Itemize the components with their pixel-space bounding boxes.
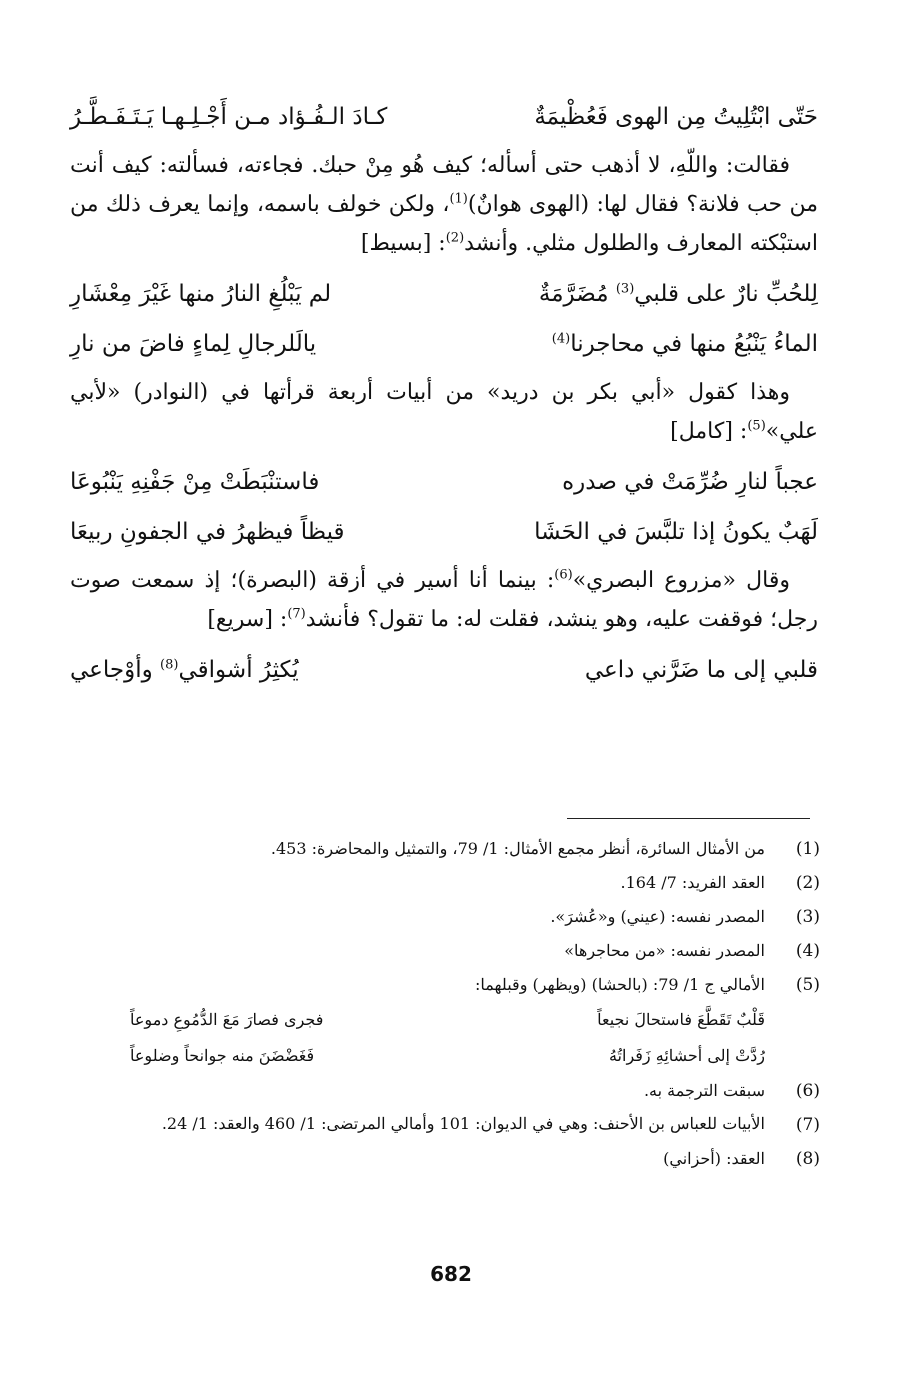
text-run: لِلحُبِّ نارٌ على قلبي (634, 281, 818, 307)
footnote-verse (130, 1002, 820, 1038)
footnote-number: (1) (795, 839, 820, 859)
verse-hemistich: عجباً لنارِ ضُرِّمَتْ في صدره (562, 469, 818, 495)
main-text (70, 92, 818, 695)
footnote (130, 832, 820, 866)
text-run: صوت رجل؛ فوقفت عليه، وهو ينشد، فقلت له: ما تقول؟ فأنشد (70, 568, 818, 632)
footnote-ref: (2) (445, 230, 465, 246)
footnote-number: (7) (795, 1115, 820, 1135)
footnote-text: الأمالي ج 1/ 79: (بالحشا) (ويظهر) وقبلهما: (475, 975, 765, 994)
footnote-text: المصدر نفسه: (عيني) و«عُشرَ». (550, 907, 765, 926)
text-run: وأوْجاعي (70, 657, 161, 683)
footnote (130, 1108, 820, 1142)
footnote (130, 1074, 820, 1108)
verse-line (70, 319, 818, 369)
footnote-text: العقد: (أحزاني) (663, 1149, 765, 1168)
footnote-ref: (8) (160, 657, 179, 673)
footnote-text: سبقت الترجمة به. (643, 1081, 765, 1100)
paragraph (70, 146, 818, 263)
footnote-ref: (3) (615, 281, 635, 297)
footnote-text: المصدر نفسه: «من محاجرها» (564, 941, 765, 960)
footnote-ref: (1) (449, 191, 468, 207)
footnote-number: (3) (795, 907, 820, 927)
paragraph (70, 561, 818, 639)
footnote (130, 934, 820, 968)
verse-hemistich: لَهَبٌ يكونُ إذا تلبَّسَ في الحَشَا (534, 519, 818, 545)
verse-hemistich: يالَلرجالِ لِماءٍ فاضَ من نارِ (70, 331, 317, 357)
footnote-number: (8) (795, 1149, 820, 1169)
verse-line (70, 457, 818, 507)
footnote (130, 900, 820, 934)
text-run: الماءُ يَنْبُعُ منها في محاجرنا (570, 331, 818, 357)
verse-hemistich: قلبي إلى ما ضَرَّني داعي (584, 657, 818, 683)
text-run: : [سريع] (207, 607, 288, 632)
verse-hemistich: كـادَ الـفُـؤاد مـن أَجْـلِـهـا يَـتَـفَـطَّـرُ (70, 104, 388, 130)
text-run: : [كامل] (670, 419, 748, 444)
footnote-number: (2) (795, 873, 820, 893)
paragraph (70, 373, 818, 451)
verse-hemistich: فاستنْبَطَتْ مِنْ جَفْنِهِ يَنْبُوعَا (70, 469, 320, 495)
footnote-separator (567, 818, 810, 819)
verse-hemistich: لم يَبْلُغِ النارُ منها غَيْرَ مِعْشَارِ (70, 281, 332, 307)
footnote (130, 866, 820, 900)
text-run: وقال «مزروع البصري» (572, 568, 790, 593)
verse-hemistich: فجرى فصارَ مَعَ الدُّمُوعِ دموعاً (130, 1010, 324, 1029)
text-run: ، ولكن خولف باسمه، وإنما (207, 192, 450, 217)
verse-line (70, 92, 818, 142)
verse-line (70, 645, 818, 695)
page-number: 682 (430, 1262, 472, 1286)
verse-hemistich: رُدَّتْ إلى أحشائِهِ زَفَراتُهُ (608, 1046, 765, 1065)
footnote-number: (6) (795, 1081, 820, 1101)
footnote-ref: (7) (287, 606, 306, 622)
footnote (130, 968, 820, 1002)
footnote-ref: (4) (551, 331, 571, 347)
footnote-number: (5) (795, 975, 820, 995)
verse-hemistich: فَغَضْضَنَ منه جوانحاً وضلوعاً (130, 1046, 315, 1065)
footnote-text: الأبيات للعباس بن الأحنف: وهي في الديوان: 101 وأمالي المرتضى: 1/ 460 والعقد: 1/ 24. (161, 1114, 765, 1133)
footnote (130, 1142, 820, 1176)
footnote-verse (130, 1038, 820, 1074)
footnote-text: العقد الفريد: 7/ 164. (620, 873, 765, 892)
footnote-number: (4) (795, 941, 820, 961)
text-run: يُكثِرُ أشواقي (178, 657, 299, 683)
text-run: كيف أنت من حب فلانة؟ فقال لها: (الهوى هوانٌ) (70, 153, 818, 217)
verse-line (70, 507, 818, 557)
verse-hemistich: قَلْبٌ تَقَطَّعَ فاستحالَ نجيعاً (597, 1010, 765, 1029)
text-run: : [بسيط] (360, 231, 446, 256)
verse-hemistich: حَتّى ابْتُلِيتُ مِن الهوى فَعُظْيمَةٌ (534, 104, 818, 130)
verse-hemistich (552, 319, 818, 369)
footnotes (130, 832, 820, 1176)
verse-line (70, 269, 818, 319)
verse-hemistich (539, 269, 818, 319)
text-run: : بينما أنا أسير في أزقة (البصرة)؛ إذ سمعت (130, 568, 555, 593)
footnote-ref: (6) (554, 567, 573, 583)
text-run: يعرف ذلك من استبْكته المعارف والطلول مثلي. وأنشد (70, 192, 818, 256)
footnote-text: من الأمثال السائرة، أنظر مجمع الأمثال: 1/ 79، والتمثيل والمحاضرة: 453. (270, 839, 765, 858)
verse-hemistich (70, 645, 299, 695)
verse-hemistich: قيظاً فيظهرُ في الجفونِ ربيعَا (70, 519, 345, 545)
text-run: مُضَرَّمَةٌ (538, 281, 616, 307)
text-run: وهذا كقول «أبي بكر بن دريد» من أبيات أربعة قرأتها في (النوادر) «لأبي (70, 380, 790, 405)
text-run: فقالت: واللّهِ، لا أذهب حتى أسأله؛ كيف هُو مِنْ حبك. فجاءته، فسألته: (159, 153, 791, 178)
footnote-ref: (5) (747, 418, 766, 434)
text-run: علي» (765, 419, 818, 444)
